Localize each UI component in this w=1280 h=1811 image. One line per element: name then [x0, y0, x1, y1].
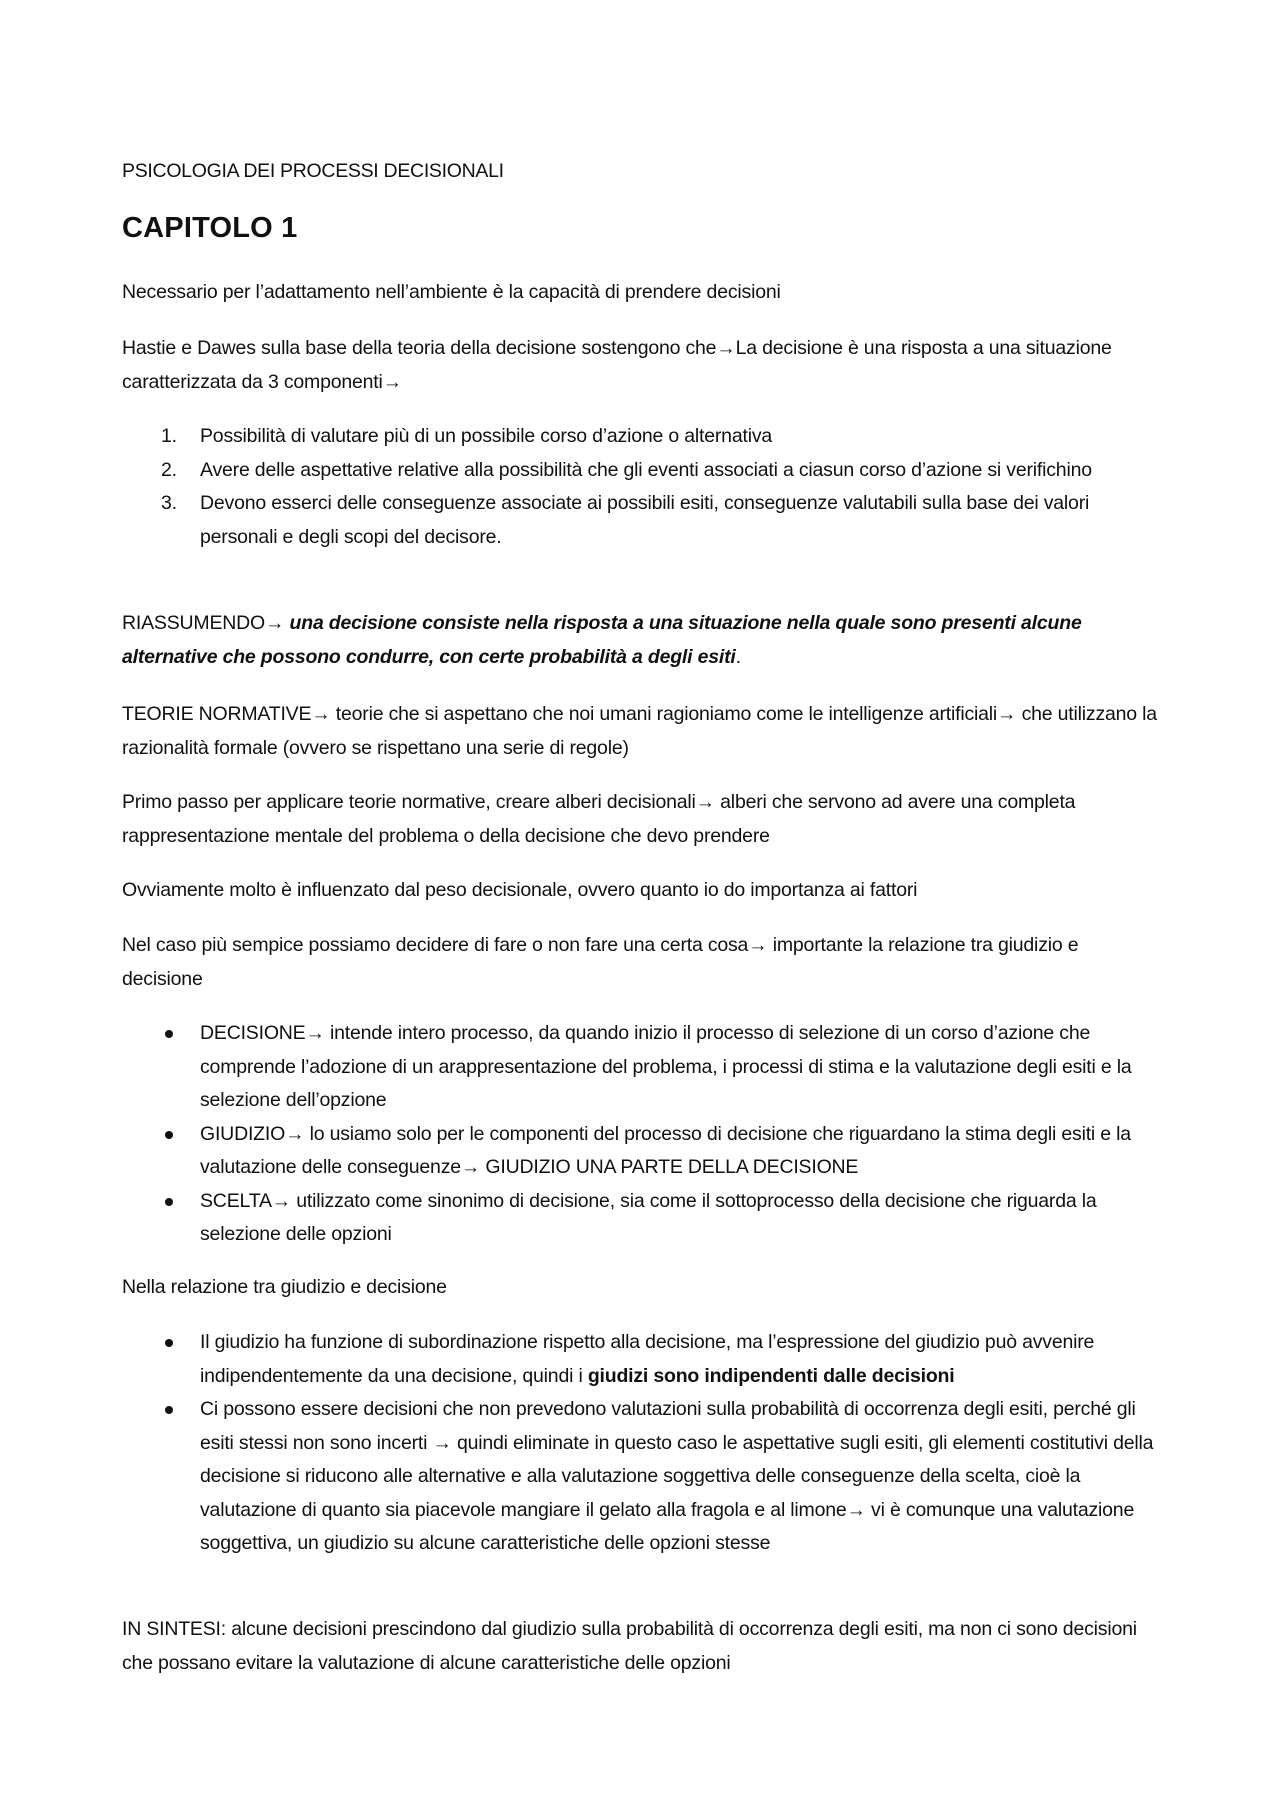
riassumendo-label: RIASSUMENDO→ [122, 612, 290, 634]
numbered-list-item [122, 454, 1162, 488]
bullet-icon [165, 1406, 173, 1414]
list-number: 3. [161, 492, 177, 514]
numbered-list-item [122, 487, 1162, 554]
list-item-text: Avere delle aspettative relative alla possibilità che gli eventi associati a ciasun corso d’azione si verifichino [200, 458, 1092, 481]
list-item-text: Possibilità di valutare più di un possibile corso d’azione o alternativa [200, 425, 773, 447]
list-number: 2. [161, 458, 177, 481]
numbered-list-item [122, 420, 1162, 454]
paragraph-riassumendo [122, 607, 1162, 674]
paragraph-hastie-dawes: Hastie e Dawes sulla base della teoria della decisione sostengono che→La decisione è una risposta a una situazione caratterizzata da 3 componenti→ [122, 337, 1112, 393]
chapter-heading: CAPITOLO 1 [122, 212, 298, 244]
list-item-text: Devono esserci delle conseguenze associate ai possibili esiti, conseguenze valutabili sulla base dei valori personali e degli scopi del decisore. [200, 492, 1090, 548]
bullet-list-item [122, 1185, 1162, 1252]
bullet-icon [165, 1131, 173, 1139]
document-title: PSICOLOGIA DEI PROCESSI DECISIONALI [122, 160, 504, 182]
riassumendo-period: . [735, 645, 741, 668]
bullet-list-item [122, 1118, 1162, 1185]
paragraph-adattamento: Necessario per l’adattamento nell’ambiente è la capacità di prendere decisioni [122, 281, 781, 303]
list-item-text: SCELTA→ utilizzato come sinonimo di decisione, sia come il sottoprocesso della decisione che riguarda la selezione delle opzioni [200, 1189, 1097, 1245]
bullet-list-item [122, 1393, 1162, 1561]
list-item-text: DECISIONE→ intende intero processo, da quando inizio il processo di selezione di un corso d’azione che comprende l’adozione di un arappresentazione del problema, i processi di stima e la valutazione degli esiti e la selezione dell’opzione [200, 1022, 1132, 1111]
paragraph-relazione: Nella relazione tra giudizio e decisione [122, 1276, 447, 1298]
list-number: 1. [161, 425, 177, 447]
bullet-icon [165, 1030, 173, 1038]
list-item-text: Ci possono essere decisioni che non prevedono valutazioni sulla probabilità di occorrenza degli esiti, perché gli esiti stessi non sono incerti → quindi eliminate in questo caso le aspettative sugli esiti, gli elementi costitutivi della decisione si riducono alle alternative e alla valutazione soggettiva delle conseguenze della scelta, cioè la valutazione di quanto sia piacevole mangiare il gelato alla fragola e al limone→ vi è comunque una valutazione soggettiva, un giudizio su alcune caratteristiche delle opzioni stesse [200, 1398, 1154, 1554]
list-item-text: Il giudizio ha funzione di subordinazione rispetto alla decisione, ma l’espressione del giudizio può avvenire indipendentemente da una decisione, quindi i [200, 1331, 1095, 1387]
terms-bullet-list [122, 1017, 1162, 1252]
list-item-bold-text: giudizi sono indipendenti dalle decisioni [587, 1364, 955, 1387]
bullet-list-item [122, 1326, 1162, 1393]
bullet-icon [165, 1339, 173, 1347]
bullet-list-item [122, 1017, 1162, 1118]
components-numbered-list [122, 420, 1162, 554]
paragraph-peso-decisionale: Ovviamente molto è influenzato dal peso decisionale, ovvero quanto io do importanza ai fattori [122, 879, 918, 901]
riassumendo-definition: una decisione consiste nella risposta a una situazione nella quale sono presenti alcune alternative che possono condurre, con certe probabilità a degli esiti [122, 612, 1082, 668]
paragraph-in-sintesi: IN SINTESI: alcune decisioni prescindono dal giudizio sulla probabilità di occorrenza degli esiti, ma non ci sono decisioni che possano evitare la valutazione di alcune caratteristiche delle opzioni [122, 1618, 1137, 1674]
relation-bullet-list [122, 1326, 1162, 1561]
paragraph-alberi-decisionali: Primo passo per applicare teorie normative, creare alberi decisionali→ alberi che servono ad avere una completa rappresentazione mentale del problema o della decisione che devo prendere [122, 791, 1076, 847]
paragraph-teorie-normative: TEORIE NORMATIVE→ teorie che si aspettano che noi umani ragioniamo come le intelligenze artificiali→ che utilizzano la razionalità formale (ovvero se rispettano una serie di regole) [122, 703, 1157, 759]
paragraph-caso-semplice: Nel caso più sempice possiamo decidere di fare o non fare una certa cosa→ importante la relazione tra giudizio e decisione [122, 934, 1079, 990]
list-item-text: GIUDIZIO→ lo usiamo solo per le componenti del processo di decisione che riguardano la stima degli esiti e la valutazione delle conseguenze→ GIUDIZIO UNA PARTE DELLA DECISIONE [200, 1122, 1131, 1178]
bullet-icon [165, 1198, 173, 1206]
